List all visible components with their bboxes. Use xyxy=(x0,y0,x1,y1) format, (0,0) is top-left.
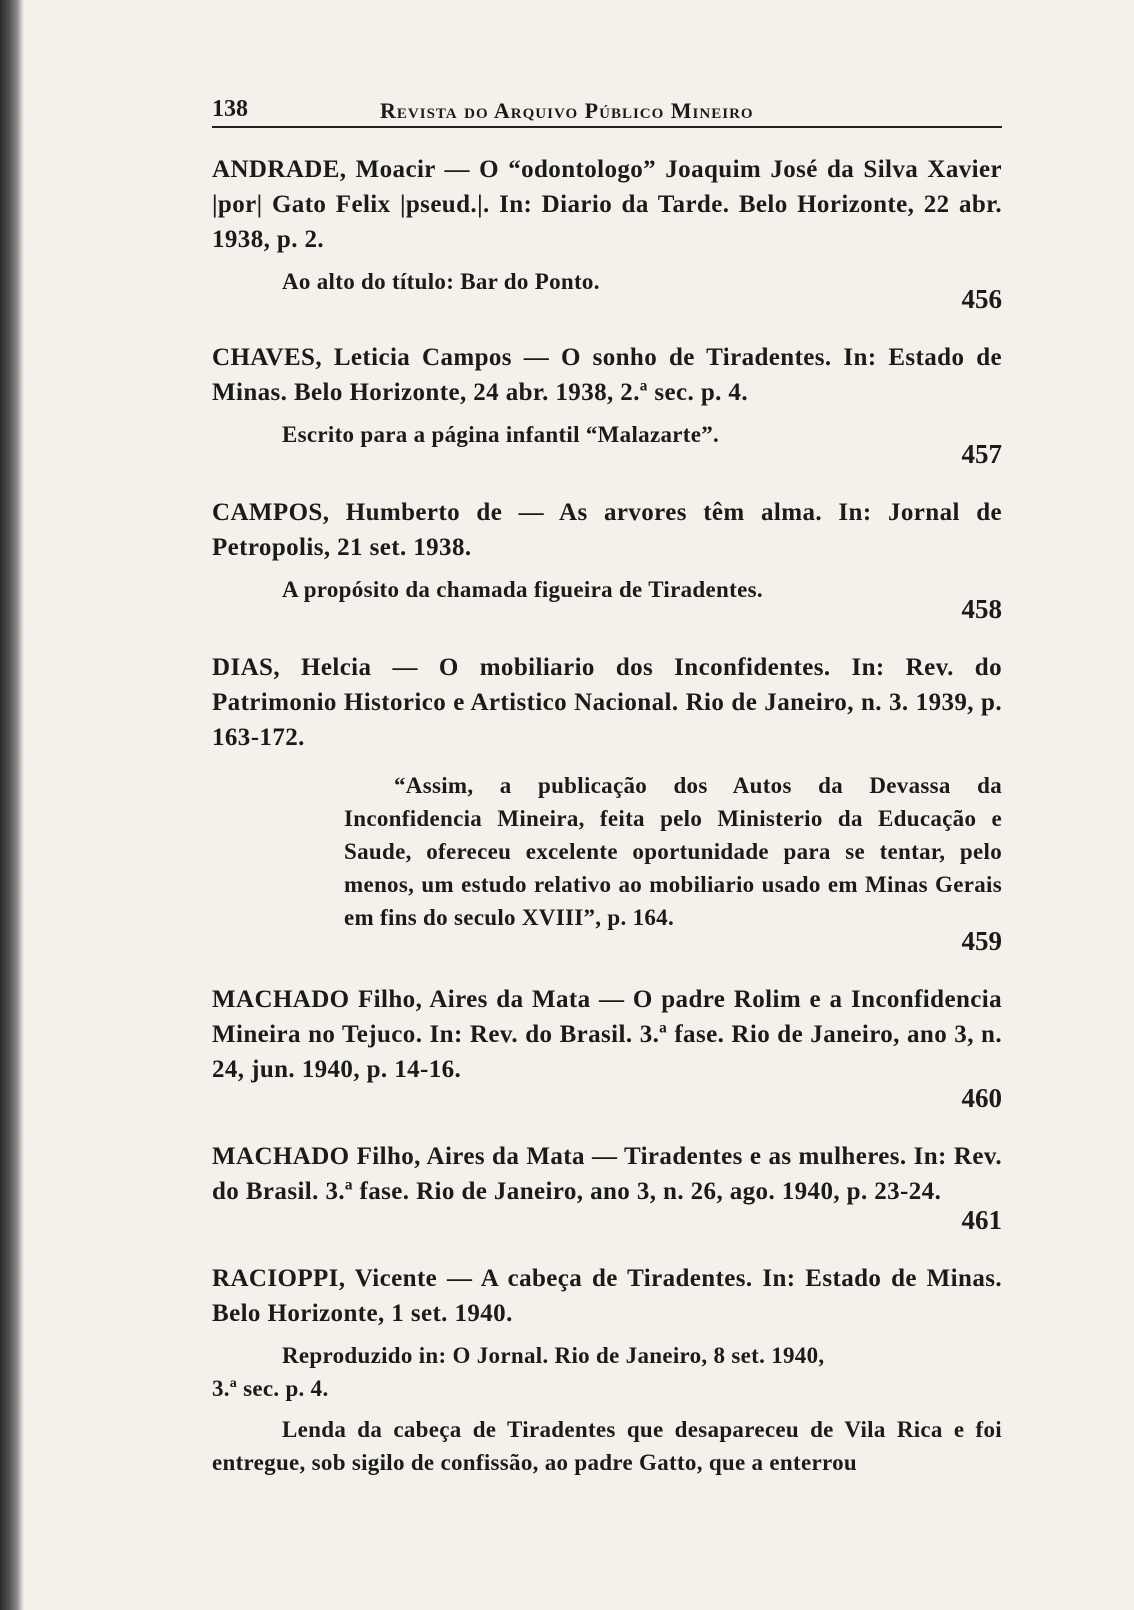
entry-note: Escrito para a página infantil “Malazarte”. xyxy=(282,422,720,447)
entry-citation: MACHADO Filho, Aires da Mata — Tiradentes e as mulheres. In: Rev. do Brasil. 3.ª fase. Rio de Janeiro, ano 3, n. 26, ago. 1940, p. 23-24. xyxy=(212,1143,1002,1205)
entry-note: Reproduzido in: O Jornal. Rio de Janeiro, 8 set. 1940, xyxy=(282,1343,825,1368)
entry-note-continuation: 3.ª sec. p. 4. xyxy=(212,1376,329,1401)
journal-title: Revista do Arquivo Público Mineiro xyxy=(380,98,754,123)
entry-citation: MACHADO Filho, Aires da Mata — O padre Rolim e a Inconfidencia Mineira no Tejuco. In: Rev. do Brasil. 3.ª fase. Rio de Janeiro, ano 3, n. 24, jun. 1940, p. 14-16. xyxy=(212,986,1002,1083)
entry-citation: DIAS, Helcia — O mobiliario dos Inconfidentes. In: Rev. do Patrimonio Historico e Artistico Nacional. Rio de Janeiro, n. 3. 1939, p. 163-172. xyxy=(212,654,1002,751)
entry-number: 458 xyxy=(961,594,1002,624)
page-number: 138 xyxy=(212,96,248,122)
entry-458 xyxy=(212,495,1002,624)
entry-number: 460 xyxy=(961,1083,1002,1113)
entry-racioppi xyxy=(212,1261,1002,1479)
entry-quote: “Assim, a publicação dos Autos da Devassa da Inconfidencia Mineira, feita pelo Ministerio da Educação e Saude, ofereceu excelente oportunidade para se tentar, pelo menos, um estudo relativo ao mobiliario usado em Minas Gerais em fins do seculo XVIII”, p. 164. xyxy=(344,773,1002,930)
entry-number: 457 xyxy=(961,439,1002,469)
entry-note: Ao alto do título: Bar do Ponto. xyxy=(282,269,600,294)
entry-461 xyxy=(212,1139,1002,1235)
entry-note: Lenda da cabeça de Tiradentes que desapareceu de Vila Rica e foi entregue, sob sigilo de confissão, ao padre Gatto, que a enterrou xyxy=(212,1417,1002,1475)
entry-citation: CAMPOS, Humberto de — As arvores têm alma. In: Jornal de Petropolis, 21 set. 1938. xyxy=(212,499,1002,561)
entry-456 xyxy=(212,152,1002,314)
binding-edge xyxy=(0,0,24,1610)
entry-number: 456 xyxy=(961,284,1002,314)
entry-citation: ANDRADE, Moacir — O “odontologo” Joaquim José da Silva Xavier |por| Gato Felix |pseud.|. In: Diario da Tarde. Belo Horizonte, 22 abr. 1938, p. 2. xyxy=(212,156,1002,253)
entry-457 xyxy=(212,340,1002,469)
entry-note: A propósito da chamada figueira de Tiradentes. xyxy=(282,577,763,602)
entry-citation: RACIOPPI, Vicente — A cabeça de Tiradentes. In: Estado de Minas. Belo Horizonte, 1 set. 1940. xyxy=(212,1265,1002,1327)
entry-460 xyxy=(212,982,1002,1113)
entry-459 xyxy=(212,650,1002,956)
entry-number: 461 xyxy=(961,1205,1002,1235)
entry-citation: CHAVES, Leticia Campos — O sonho de Tiradentes. In: Estado de Minas. Belo Horizonte, 24 abr. 1938, 2.ª sec. p. 4. xyxy=(212,344,1002,406)
book-page xyxy=(212,92,1002,1479)
running-head xyxy=(212,92,1002,128)
entry-number: 459 xyxy=(961,926,1002,956)
